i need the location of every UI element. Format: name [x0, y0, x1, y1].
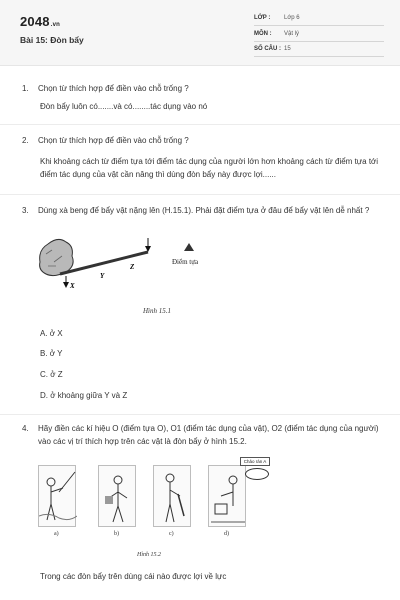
option-c[interactable]: C. ở Z — [40, 370, 63, 379]
question-text: Hãy điền các kí hiệu O (điểm tựa O), O1 (điểm tác dụng của vật), O2 (điểm tác dụng của người) vào các vị trí thích hợp trên các vật là đòn bẩy ở hình 15.2. — [38, 424, 379, 446]
divider — [0, 194, 400, 195]
weight-arrow-head — [63, 282, 69, 288]
fulcrum-triangle-icon — [184, 243, 194, 251]
panel-label-a: a) — [54, 531, 59, 537]
divider — [0, 124, 400, 125]
crowbar-figure — [36, 232, 236, 302]
question-number: 3. — [22, 206, 29, 215]
panel-tool — [153, 465, 191, 527]
panel-fishing — [38, 465, 76, 527]
label-x: X — [70, 282, 75, 290]
question-number: 4. — [22, 424, 29, 433]
option-b[interactable]: B. ở Y — [40, 349, 63, 358]
question-text: Chọn từ thích hợp để điền vào chỗ trống ? — [38, 84, 189, 93]
question-1-blank-sentence: Đòn bẩy luôn có.......và có........tác dụng vào nó — [40, 102, 208, 111]
meta-subject — [254, 27, 384, 42]
site-logo[interactable] — [20, 14, 60, 29]
question-2-blank-sentence: Khi khoảng cách từ điểm tựa tới điểm tác dụng của người lớn hơn khoảng cách từ điểm tựa tới điểm tác dụng của vật cần nâng thì dùng đòn bẩy này được lợi...... — [40, 157, 379, 179]
label-z: Z — [130, 263, 135, 271]
question-text: Dùng xà beng để bẩy vật nặng lên (H.15.1). Phải đặt điểm tựa ở đâu để bẩy vật lên dễ nhất ? — [38, 206, 370, 215]
question-text: Chọn từ thích hợp để điền vào chỗ trống ? — [38, 136, 189, 145]
label-y: Y — [100, 272, 105, 280]
meta-count-value: 15 — [284, 46, 291, 52]
figure-15-1-caption: Hình 15.1 — [143, 307, 171, 315]
lesson-title: Bài 15: Đòn bẩy — [20, 35, 84, 45]
fulcrum-label: Điểm tựa — [172, 258, 199, 266]
lever-examples-figure — [38, 455, 260, 539]
logo-text: 2048 — [20, 14, 50, 29]
divider — [0, 414, 400, 415]
logo-suffix: .vn — [50, 22, 61, 28]
figure-15-2-caption: Hình 15.2 — [137, 552, 161, 558]
question-4-followup: Trong các đòn bẩy trên dùng cái nào được lợi về lực — [40, 572, 227, 581]
meta-grade-value: Lớp 6 — [284, 15, 300, 21]
option-d[interactable]: D. ở khoảng giữa Y và Z — [40, 391, 128, 400]
panel-label-c: c) — [169, 531, 174, 537]
panel-carrying — [98, 465, 136, 527]
meta-subject-key: MÔN : — [254, 31, 272, 37]
question-number: 1. — [22, 84, 29, 93]
option-a[interactable]: A. ở X — [40, 329, 63, 338]
panel-label-b: b) — [114, 531, 119, 537]
meta-grade-key: LỚP : — [254, 15, 271, 21]
panel-frying-pan — [208, 465, 246, 527]
meta-grade — [254, 11, 384, 26]
meta-count — [254, 42, 384, 57]
worksheet-header — [0, 0, 400, 66]
meta-subject-value: Vật lý — [284, 31, 300, 37]
question-number: 2. — [22, 136, 29, 145]
meta-count-key: SỐ CÂU : — [254, 46, 281, 52]
frying-pan-callout: Chảo rán A — [240, 457, 270, 466]
heavy-rock — [40, 239, 74, 275]
panel-label-d: d) — [224, 531, 229, 537]
frying-pan-icon — [245, 468, 269, 480]
